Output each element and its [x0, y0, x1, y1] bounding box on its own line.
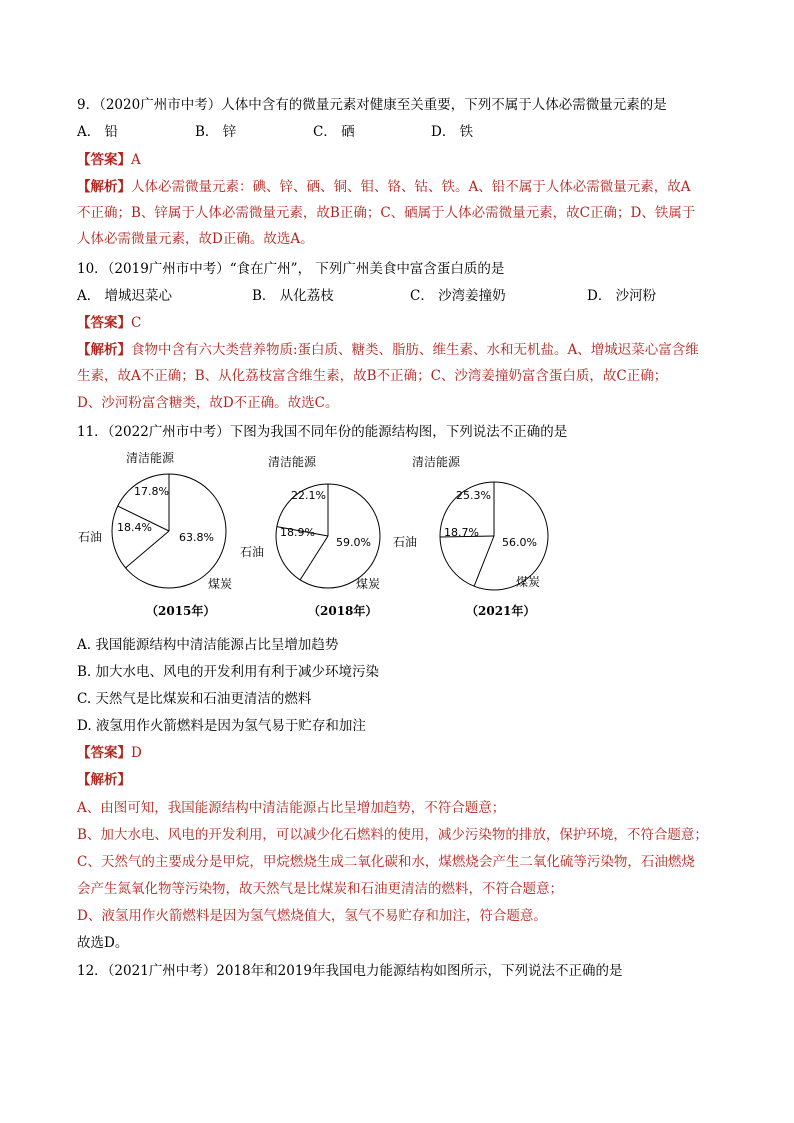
pie-chart-2018: [236, 452, 416, 624]
pie-caption-2021: （2021年）: [466, 604, 536, 618]
q9-option-d: D． 铁: [431, 124, 474, 140]
answer-value: D: [131, 745, 142, 761]
pie-category-label: 石油: [240, 545, 265, 559]
answer-value: C: [131, 315, 142, 331]
q11-option-d: D. 液氢用作火箭燃料是因为氢气易于贮存和加注: [77, 718, 366, 734]
q11-analysis-line-2: B、加大水电、风电的开发利用，可以减少化石燃料的使用，减少污染物的排放，保护环境，不符合题意；: [77, 827, 708, 843]
pie-category-label: 煤炭: [208, 577, 233, 591]
q11-option-a: A. 我国能源结构中清洁能源占比呈增加趋势: [77, 637, 339, 653]
analysis-label: 【解析】: [77, 772, 131, 788]
q9-answer: [77, 151, 141, 170]
pie-value-label: 18.9%: [280, 526, 315, 539]
pie-svg-2015: [74, 452, 254, 624]
analysis-text: 人体必需微量元素：碘、锌、硒、铜、钼、铬、钴、铁。A、铅不属于人体必需微量元素，故A: [131, 179, 691, 195]
pie-chart-2021: [392, 452, 572, 624]
pie-category-label: 清洁能源: [268, 455, 317, 469]
pie-category-label: 煤炭: [356, 577, 381, 591]
q11-answer: [77, 744, 142, 763]
pie-value-label: 59.0%: [336, 536, 371, 549]
q10-answer: [77, 314, 141, 333]
q9-analysis-line-3: 人体必需微量元素，故D正确。故选A。: [77, 231, 314, 247]
answer-value: A: [131, 152, 141, 168]
pie-value-label: 18.4%: [117, 521, 152, 534]
analysis-label: 【解析】: [77, 179, 131, 195]
analysis-text: 食物中含有六大类营养物质:蛋白质、糖类、脂肪、维生素、水和无机盐。A、增城迟菜心富含维: [131, 342, 699, 358]
q9-option-c: C． 硒: [313, 124, 355, 140]
pie-chart-2015: [74, 452, 254, 624]
pie-svg-2018: [236, 452, 416, 624]
q12-stem: 12．（2021广州中考）2018年和2019年我国电力能源结构如图所示，下列说法不正确的是: [77, 963, 623, 979]
pie-caption-2015: （2015年）: [146, 604, 216, 618]
pie-value-label: 63.8%: [179, 531, 214, 544]
q9-analysis-line-1: [77, 178, 691, 197]
pie-value-label: 22.1%: [291, 489, 326, 502]
q11-stem: 11．（2022广州市中考）下图为我国不同年份的能源结构图，下列说法不正确的是: [77, 424, 568, 440]
q10-stem: 10．（2019广州市中考）“食在广州”， 下列广州美食中富含蛋白质的是: [77, 261, 505, 277]
q11-option-b: B. 加大水电、风电的开发利用有利于减少环境污染: [77, 664, 380, 680]
q9-option-b: B． 锌: [195, 124, 237, 140]
q10-analysis-line-2: 生素，故A不正确；B、从化荔枝富含维生素，故B不正确；C、沙湾姜撞奶富含蛋白质，故C正确；: [77, 368, 668, 384]
pie-value-label: 25.3%: [456, 489, 491, 502]
q11-option-c: C. 天然气是比煤炭和石油更清洁的燃料: [77, 691, 312, 707]
pie-category-label: 石油: [78, 530, 103, 544]
q11-analysis-line-6: 故选D。: [77, 935, 129, 951]
q11-analysis-line-5: D、液氢用作火箭燃料是因为氢气燃烧值大，氢气不易贮存和加注，符合题意。: [77, 908, 547, 924]
pie-category-label: 清洁能源: [126, 452, 175, 465]
answer-label: 【答案】: [77, 315, 131, 331]
q10-option-c: C． 沙湾姜撞奶: [410, 288, 506, 304]
q9-option-a: A． 铅: [77, 124, 119, 140]
q11-analysis-line-1: A、由图可知，我国能源结构中清洁能源占比呈增加趋势，不符合题意；: [77, 800, 506, 816]
q11-analysis-line-3: C、天然气的主要成分是甲烷，甲烷燃烧生成二氧化碳和水，煤燃烧会产生二氧化硫等污染物，石油燃烧: [77, 854, 695, 870]
q10-option-d: D． 沙河粉: [587, 288, 657, 304]
answer-label: 【答案】: [77, 152, 131, 168]
pie-value-label: 56.0%: [502, 536, 537, 549]
q11-analysis-label: [77, 771, 131, 790]
pie-value-label: 17.8%: [134, 485, 169, 498]
q10-analysis-line-3: D、沙河粉富含糖类，故D不正确。故选C。: [77, 395, 339, 411]
q9-stem: 9．（2020广州市中考）人体中含有的微量元素对健康至关重要，下列不属于人体必需微量元素的是: [77, 97, 667, 113]
pie-value-label: 18.7%: [444, 526, 479, 539]
q10-analysis-line-1: [77, 341, 699, 360]
q11-analysis-line-4: 会产生氮氧化物等污染物，故天然气是比煤炭和石油更清洁的燃料，不符合题意；: [77, 881, 563, 897]
q9-analysis-line-2: 不正确；B、锌属于人体必需微量元素，故B正确；C、硒属于人体必需微量元素，故C正确；D、铁属于: [77, 205, 696, 221]
q10-option-a: A． 增城迟菜心: [77, 288, 173, 304]
pie-category-label: 煤炭: [516, 575, 541, 589]
answer-label: 【答案】: [77, 745, 131, 761]
pie-svg-2021: [392, 452, 572, 624]
q10-option-b: B． 从化荔枝: [252, 288, 334, 304]
pie-caption-2018: （2018年）: [308, 604, 378, 618]
analysis-label: 【解析】: [77, 342, 131, 358]
pie-category-label: 石油: [393, 535, 418, 549]
pie-category-label: 清洁能源: [412, 455, 461, 469]
